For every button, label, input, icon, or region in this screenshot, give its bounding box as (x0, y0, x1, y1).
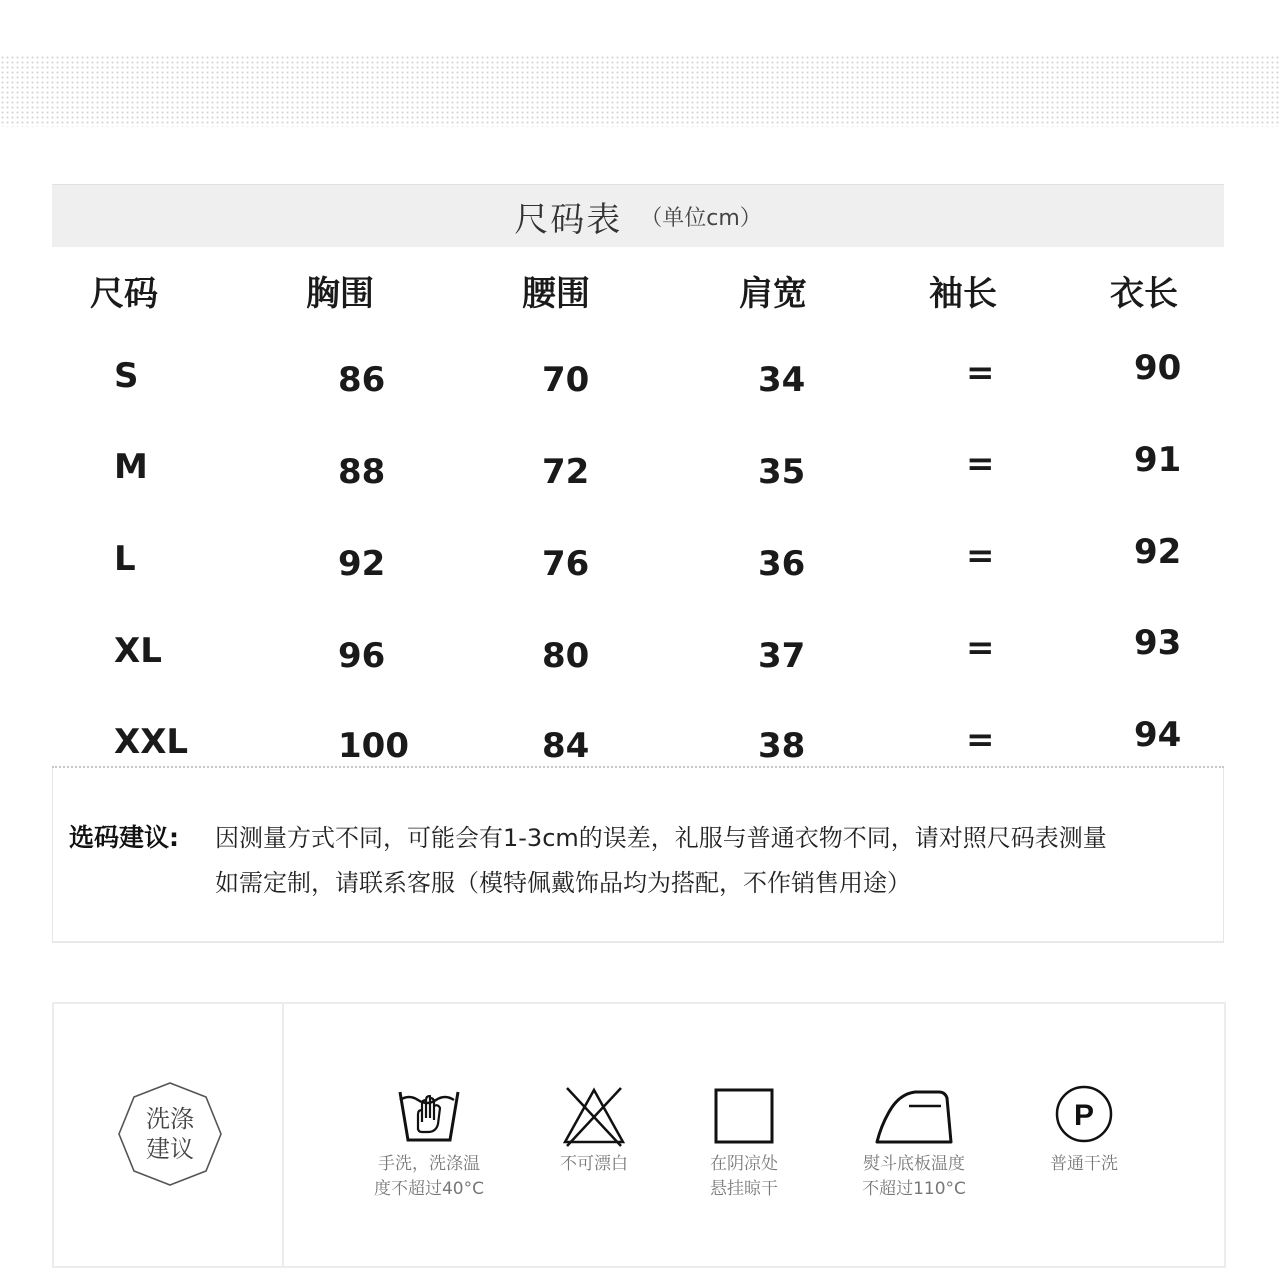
size-advice-line-2: 如需定制，请联系客服（模特佩戴饰品均为搭配，不作销售用途） (215, 869, 911, 897)
table-cell-chest: 86 (338, 360, 386, 400)
table-cell-sleeve: = (966, 444, 995, 484)
size-chart-unit: （单位cm） (640, 205, 762, 231)
care-caption-iron: 熨斗底板温度 不超过110°C (862, 1154, 966, 1199)
table-cell-chest: 88 (338, 452, 386, 492)
dry-clean-p-icon (1049, 1084, 1119, 1148)
table-cell-length: 90 (1134, 348, 1182, 388)
table-cell-shoulder: 34 (758, 360, 806, 400)
care-badge-line-1: 洗涤 (146, 1105, 194, 1133)
table-cell-waist: 84 (542, 726, 590, 766)
table-cell-waist: 70 (542, 360, 590, 400)
care-item-shade-dry (669, 1084, 819, 1202)
header-length: 衣长 (1110, 274, 1178, 314)
table-cell-waist: 72 (542, 452, 590, 492)
header-shoulder: 肩宽 (739, 274, 807, 314)
hand-wash-icon (394, 1084, 464, 1148)
header-waist: 腰围 (522, 274, 590, 314)
dry-clean-symbol: P (1073, 1099, 1095, 1132)
table-cell-chest: 96 (338, 636, 386, 676)
size-advice-line-1: 因测量方式不同，可能会有1-3cm的误差，礼服与普通衣物不同，请对照尺码表测量 (215, 824, 1107, 852)
table-cell-size: XL (114, 631, 162, 671)
care-item-dry-clean (1009, 1084, 1159, 1177)
care-instructions-box (52, 1002, 1226, 1268)
no-bleach-icon (559, 1084, 629, 1148)
table-cell-size: S (114, 356, 139, 396)
care-badge-line-2: 建议 (146, 1135, 194, 1163)
care-caption-hand-wash: 手洗，洗涤温 度不超过40°C (373, 1154, 484, 1199)
care-caption-no-bleach: 不可漂白 (560, 1154, 628, 1174)
care-caption-shade-dry: 在阴凉处 悬挂晾干 (710, 1154, 778, 1199)
care-divider (282, 1004, 284, 1266)
care-item-iron (839, 1084, 989, 1202)
care-item-no-bleach (519, 1084, 669, 1177)
table-cell-shoulder: 35 (758, 452, 806, 492)
table-cell-sleeve: = (966, 628, 995, 668)
table-cell-waist: 80 (542, 636, 590, 676)
header-sleeve: 袖长 (929, 274, 997, 314)
table-cell-waist: 76 (542, 544, 590, 584)
size-chart-title: 尺码表 (514, 199, 623, 240)
table-cell-sleeve: = (966, 536, 995, 576)
care-badge-text (116, 1104, 224, 1164)
table-cell-length: 92 (1134, 532, 1182, 572)
care-item-hand-wash (354, 1084, 504, 1202)
table-cell-sleeve: = (966, 353, 995, 393)
table-cell-shoulder: 38 (758, 726, 806, 766)
size-advice-label: 选码建议: (69, 823, 179, 852)
table-cell-length: 93 (1134, 623, 1182, 663)
table-cell-chest: 92 (338, 544, 386, 584)
table-cell-shoulder: 37 (758, 636, 806, 676)
size-chart-title-bar (52, 184, 1224, 247)
table-cell-size: L (114, 539, 136, 579)
dotted-header-decoration (0, 55, 1280, 127)
iron-icon (869, 1084, 959, 1148)
table-cell-sleeve: = (966, 720, 995, 760)
size-advice-box (52, 768, 1224, 943)
table-cell-length: 94 (1134, 715, 1182, 755)
header-chest: 胸围 (306, 274, 374, 314)
table-cell-chest: 100 (338, 726, 409, 766)
header-size: 尺码 (90, 274, 158, 314)
table-cell-shoulder: 36 (758, 544, 806, 584)
table-cell-length: 91 (1134, 440, 1182, 480)
line-dry-shade-icon (709, 1084, 779, 1148)
care-caption-dry-clean: 普通干洗 (1050, 1154, 1118, 1174)
table-cell-size: XXL (114, 722, 189, 762)
size-table (52, 248, 1224, 766)
table-cell-size: M (114, 447, 148, 487)
